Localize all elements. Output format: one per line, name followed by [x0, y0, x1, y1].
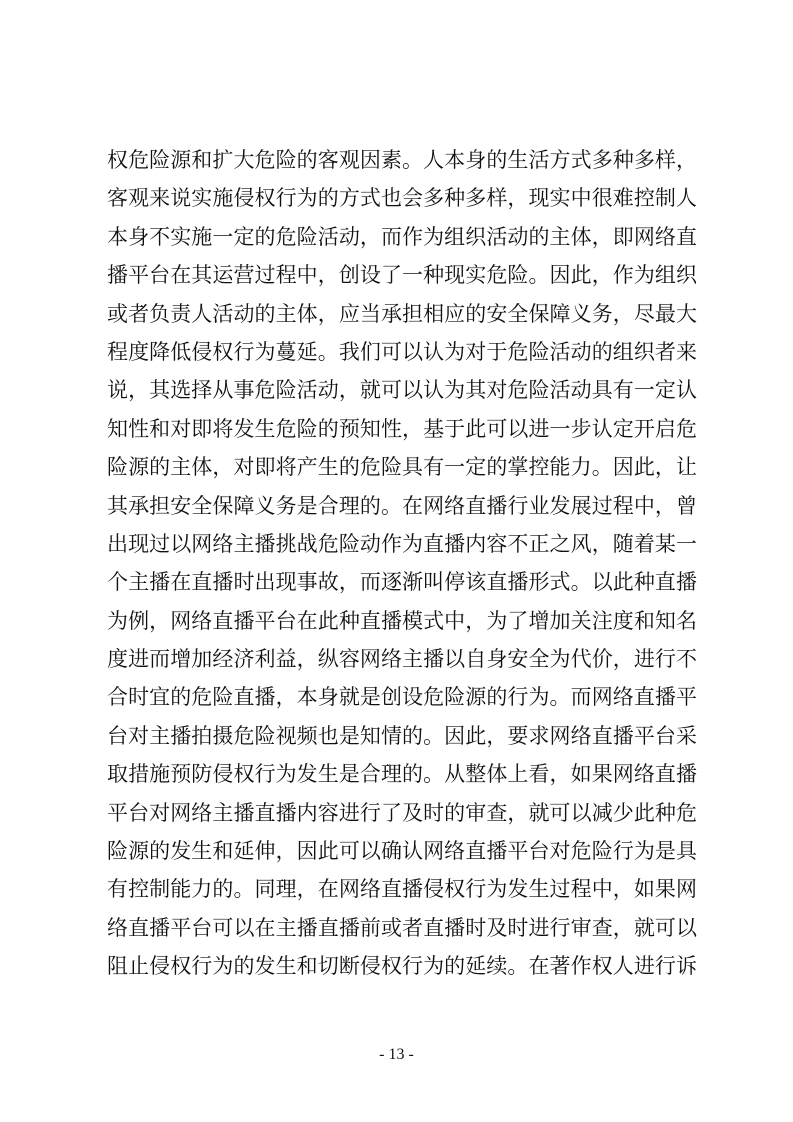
text-line: 有控制能力的。同理，在网络直播侵权行为发生过程中，如果网: [107, 877, 697, 902]
body-paragraph: [107, 141, 697, 986]
text-line: 个主播在直播时出现事故，而逐渐叫停该直播形式。以此种直播: [107, 570, 697, 595]
text-line: 其承担安全保障义务是合理的。在网络直播行业发展过程中，曾: [107, 493, 697, 518]
text-line: 台对主播拍摄危险视频也是知情的。因此，要求网络直播平台采: [107, 723, 697, 748]
text-line: 为例，网络直播平台在此种直播模式中，为了增加关注度和知名: [107, 608, 697, 633]
page-number: - 13 -: [379, 1046, 414, 1063]
text-line: 说，其选择从事危险活动，就可以认为其对危险活动具有一定认: [107, 378, 697, 403]
text-line: 播平台在其运营过程中，创设了一种现实危险。因此，作为组织: [107, 263, 697, 288]
text-line: 阻止侵权行为的发生和切断侵权行为的延续。在著作权人进行诉: [107, 954, 697, 979]
text-line: 客观来说实施侵权行为的方式也会多种多样，现实中很难控制人: [107, 186, 697, 211]
text-line: 知性和对即将发生危险的预知性，基于此可以进一步认定开启危: [107, 416, 697, 441]
text-line: 或者负责人活动的主体，应当承担相应的安全保障义务，尽最大: [107, 301, 697, 326]
text-line: 络直播平台可以在主播直播前或者直播时及时进行审查，就可以: [107, 915, 697, 940]
text-line: 权危险源和扩大危险的客观因素。人本身的生活方式多种多样，: [107, 148, 697, 172]
text-line: 险源的主体，对即将产生的危险具有一定的掌控能力。因此，让: [107, 455, 697, 480]
text-line: 出现过以网络主播挑战危险动作为直播内容不正之风，随着某一: [107, 531, 697, 556]
text-line: 取措施预防侵权行为发生是合理的。从整体上看，如果网络直播: [107, 762, 697, 787]
text-line: 合时宜的危险直播，本身就是创设危险源的行为。而网络直播平: [107, 685, 697, 710]
text-line: 度进而增加经济利益，纵容网络主播以自身安全为代价，进行不: [107, 647, 697, 672]
text-line: 程度降低侵权行为蔓延。我们可以认为对于危险活动的组织者来: [107, 339, 697, 364]
text-line: 本身不实施一定的危险活动，而作为组织活动的主体，即网络直: [107, 224, 697, 249]
text-line: 险源的发生和延伸，因此可以确认网络直播平台对危险行为是具: [107, 839, 697, 864]
text-line: 平台对网络主播直播内容进行了及时的审查，就可以减少此种危: [107, 800, 697, 825]
